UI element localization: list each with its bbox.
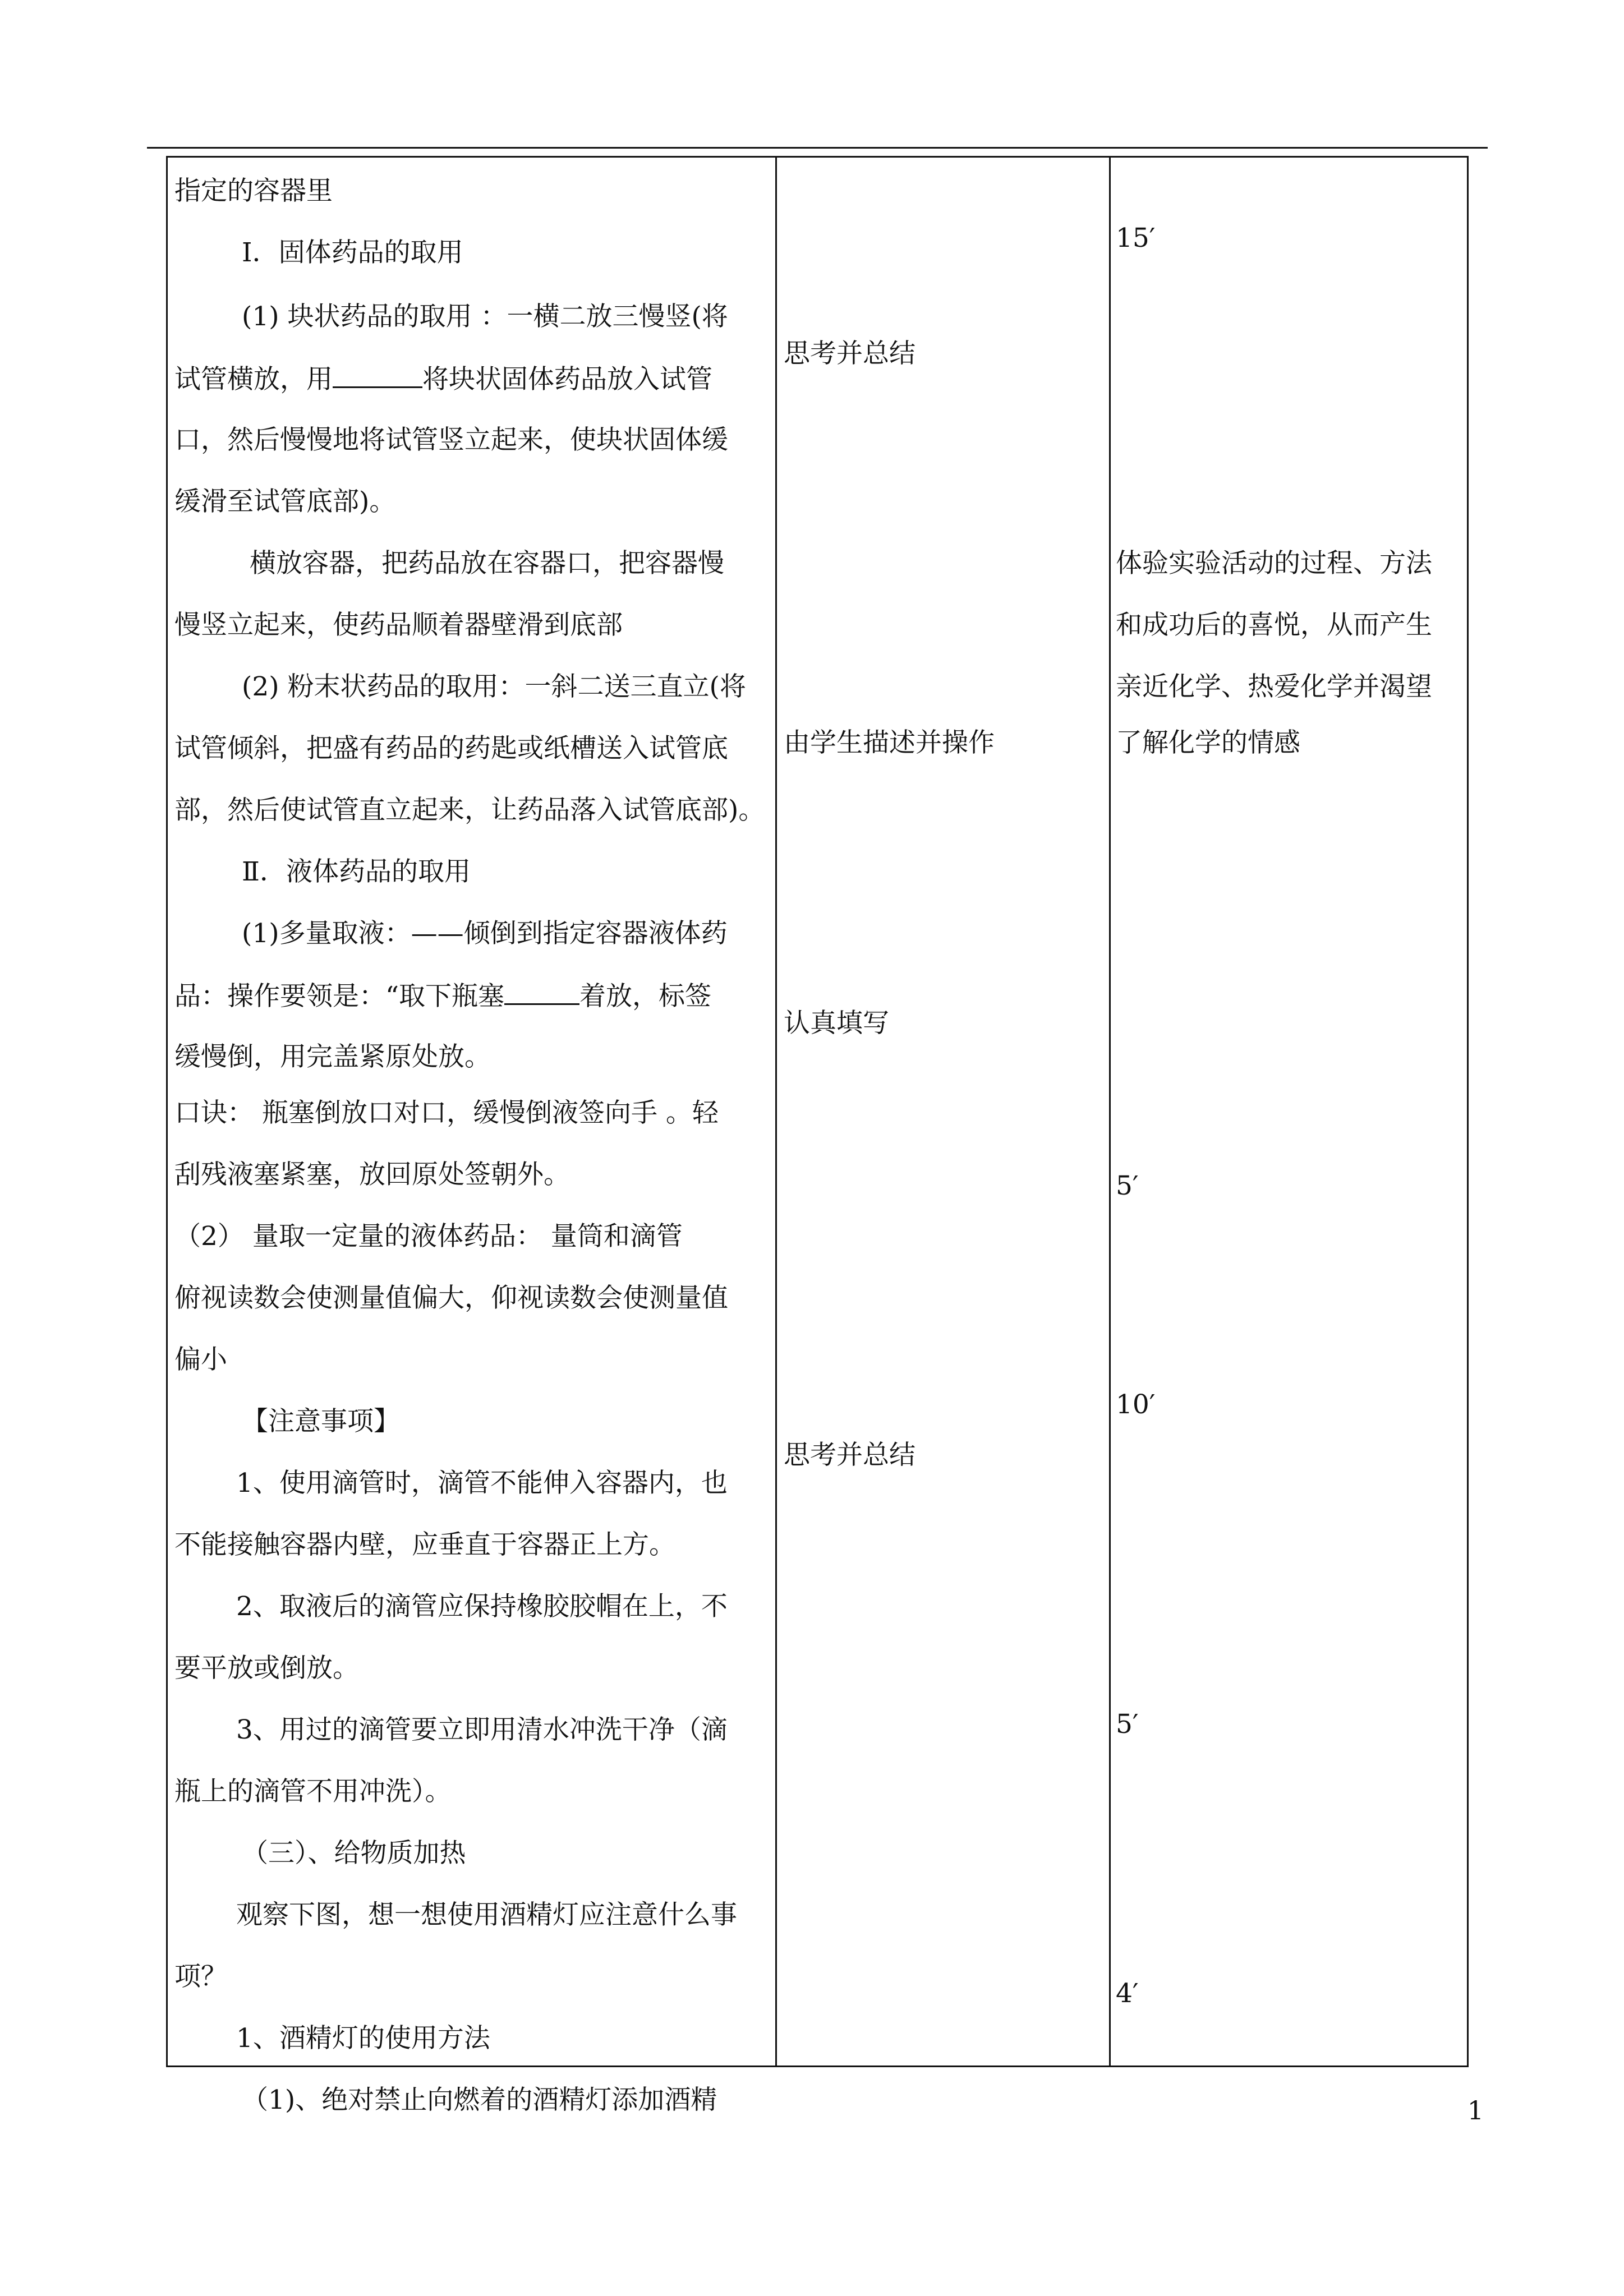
content-line: Ⅱ．液体药品的取用 (242, 856, 471, 887)
content-line: 1、使用滴管时，滴管不能伸入容器内，也 (236, 1468, 728, 1499)
content-line: 试管横放，用 将块状固体药品放入试管 (174, 362, 712, 397)
content-line: 不能接触容器内壁，应垂直于容器正上方。 (174, 1529, 675, 1560)
content-line: 1、酒精灯的使用方法 (236, 2023, 490, 2054)
fill-in-blank[interactable] (504, 979, 579, 1005)
goal-text: 和成功后的喜悦，从而产生 (1116, 610, 1432, 640)
content-line: 2、取液后的滴管应保持橡胶胶帽在上，不 (236, 1591, 728, 1622)
content-line: （2） 量取一定量的液体药品： 量筒和滴管 (174, 1221, 683, 1252)
content-line: 瓶上的滴管不用冲洗）。 (174, 1776, 452, 1807)
content-line: (1)多量取液：——倾倒到指定容器液体药 (242, 918, 728, 949)
content-line: (1) 块状药品的取用 ：一横二放三慢竖(将 (242, 301, 728, 332)
content-line: 品：操作要领是：“取下瓶塞 着放，标签 (174, 979, 711, 1013)
content-line: 刮残液塞紧塞，放回原处签朝外。 (174, 1159, 570, 1190)
content-line: 试管倾斜，把盛有药品的药匙或纸槽送入试管底 (174, 733, 728, 764)
column-divider-1 (775, 158, 777, 2066)
content-line: 口诀： 瓶塞倒放口对口，缓慢倒液签向手 。轻 (174, 1098, 719, 1128)
content-line: 口，然后慢慢地将试管竖立起来，使块状固体缓 (174, 425, 728, 455)
column-divider-2 (1109, 158, 1111, 2066)
goal-text: 了解化学的情感 (1116, 727, 1300, 758)
content-line: （1)、绝对禁止向燃着的酒精灯添加酒精 (242, 2085, 717, 2115)
content-line: (2) 粉末状药品的取用：一斜二送三直立(将 (242, 671, 746, 702)
content-line: 缓慢倒，用完盖紧原处放。 (174, 1041, 491, 1072)
time-allocation: 5′ (1116, 1170, 1139, 1201)
content-line: 3、用过的滴管要立即用清水冲洗干净（滴 (236, 1714, 728, 1745)
activity-text: 认真填写 (784, 1008, 889, 1039)
time-allocation: 4′ (1116, 1978, 1139, 2009)
activity-text: 思考并总结 (784, 1440, 915, 1470)
content-line: 偏小 (174, 1344, 227, 1375)
content-line: 要平放或倒放。 (174, 1653, 359, 1684)
time-allocation: 15′ (1116, 223, 1156, 253)
activity-text: 思考并总结 (784, 338, 915, 369)
content-line: 观察下图，想一想使用酒精灯应注意什么事 (236, 1899, 737, 1930)
content-line: 缓滑至试管底部)。 (174, 486, 396, 517)
lesson-table (166, 156, 1469, 2115)
content-line: 项？ (174, 1961, 227, 1992)
time-allocation: 10′ (1116, 1389, 1156, 1420)
header-rule (147, 147, 1488, 149)
fill-in-blank[interactable] (333, 362, 422, 388)
activity-text: 由学生描述并操作 (784, 727, 995, 758)
content-line: Ⅰ．固体药品的取用 (242, 237, 463, 268)
section-heading: 【注意事项】 (242, 1406, 400, 1437)
content-line: 部，然后使试管直立起来，让药品落入试管底部)。 (174, 795, 765, 826)
content-line: 俯视读数会使测量值偏大，仰视读数会使测量值 (174, 1283, 728, 1313)
time-allocation: 5′ (1116, 1709, 1139, 1740)
content-line: 横放容器，把药品放在容器口，把容器慢 (250, 548, 724, 579)
content-line: 指定的容器里 (174, 176, 333, 206)
goal-text: 亲近化学、热爱化学并渴望 (1116, 671, 1432, 702)
content-line: 慢竖立起来，使药品顺着器壁滑到底部 (174, 610, 623, 640)
page-number: 1 (1467, 2095, 1484, 2126)
goal-text: 体验实验活动的过程、方法 (1116, 548, 1432, 579)
section-heading: （三）、给物质加热 (242, 1838, 466, 1869)
